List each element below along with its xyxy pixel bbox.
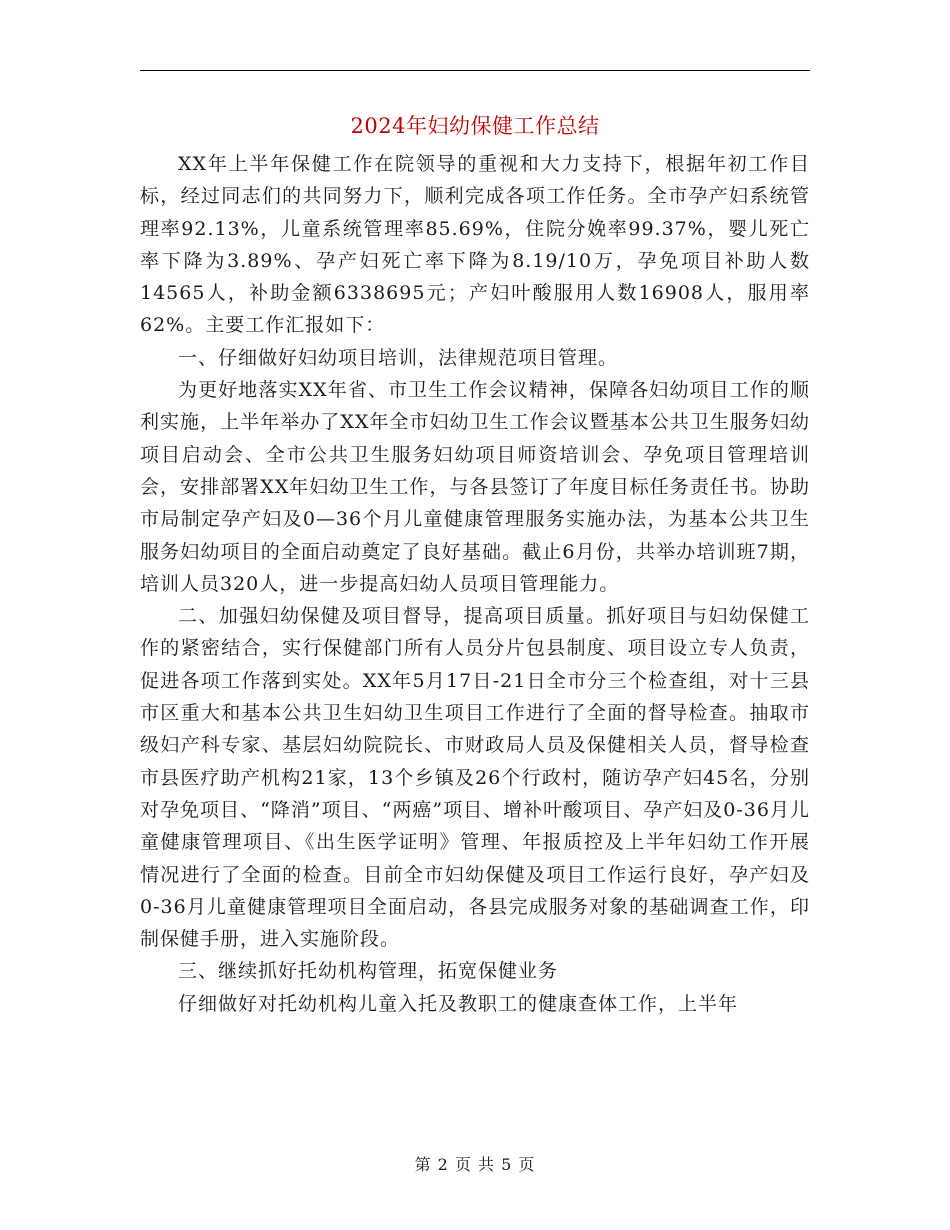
paragraph-section-1: 为更好地落实XX年省、市卫生工作会议精神，保障各妇幼项目工作的顺利实施，上半年举办了XX年全市妇幼卫生工作会议暨基本公共卫生服务妇幼项目启动会、全市公共卫生服务妇幼项目师资培训会、孕免项目管理培训会，安排部署XX年妇幼卫生工作，与各县签订了年度目标任务责任书。协助市局制定孕产妇及0—36个月儿童健康管理服务实施办法，为基本公共卫生服务妇幼项目的全面启动奠定了良好基础。截止6月份，共举办培训班7期，培训人员320人，进一步提高妇幼人员项目管理能力。 (140, 379, 810, 595)
page-number-footer: 第 2 页 共 5 页 (414, 1155, 536, 1174)
section-heading-3: 三、继续抓好托幼机构管理，拓宽保健业务 (178, 960, 559, 983)
paragraph-intro: XX年上半年保健工作在院领导的重视和大力支持下，根据年初工作目标，经过同志们的共同努力下，顺利完成各项工作任务。全市孕产妇系统管理率92.13%，儿童系统管理率85.69%，住院分娩率99.37%，婴儿死亡率下降为3.89%、孕产妇死亡率下降为8.19/10万，孕免项目补助人数14565人，补助金额6338695元；产妇叶酸服用人数16908人，服用率62%。主要工作汇报如下： (140, 153, 810, 337)
header-rule (140, 70, 810, 71)
document-body (140, 148, 810, 1020)
document-title: 2024年妇幼保健工作总结 (350, 114, 600, 138)
section-heading-1: 一、仔细做好妇幼项目培训，法律规范项目管理。 (178, 346, 619, 369)
paragraph-section-3: 仔细做好对托幼机构儿童入托及教职工的健康查体工作，上半年 (178, 992, 739, 1015)
paragraph-section-2: 二、加强妇幼保健及项目督导，提高项目质量。抓好项目与妇幼保健工作的紧密结合，实行保健部门所有人员分片包县制度、项目设立专人负责，促进各项工作落到实处。XX年5月17日-21日全市分三个检查组，对十三县市区重大和基本公共卫生妇幼卫生项目工作进行了全面的督导检查。抽取市级妇产科专家、基层妇幼院院长、市财政局人员及保健相关人员，督导检查市县医疗助产机构21家，13个乡镇及26个行政村，随访孕产妇45名，分别对孕免项目、“降消”项目、“两癌”项目、增补叶酸项目、孕产妇及0-36月儿童健康管理项目、《出生医学证明》管理、年报质控及上半年妇幼工作开展情况进行了全面的检查。目前全市妇幼保健及项目工作运行良好，孕产妇及0-36月儿童健康管理项目全面启动，各县完成服务对象的基础调查工作，印制保健手册，进入实施阶段。 (140, 605, 810, 951)
